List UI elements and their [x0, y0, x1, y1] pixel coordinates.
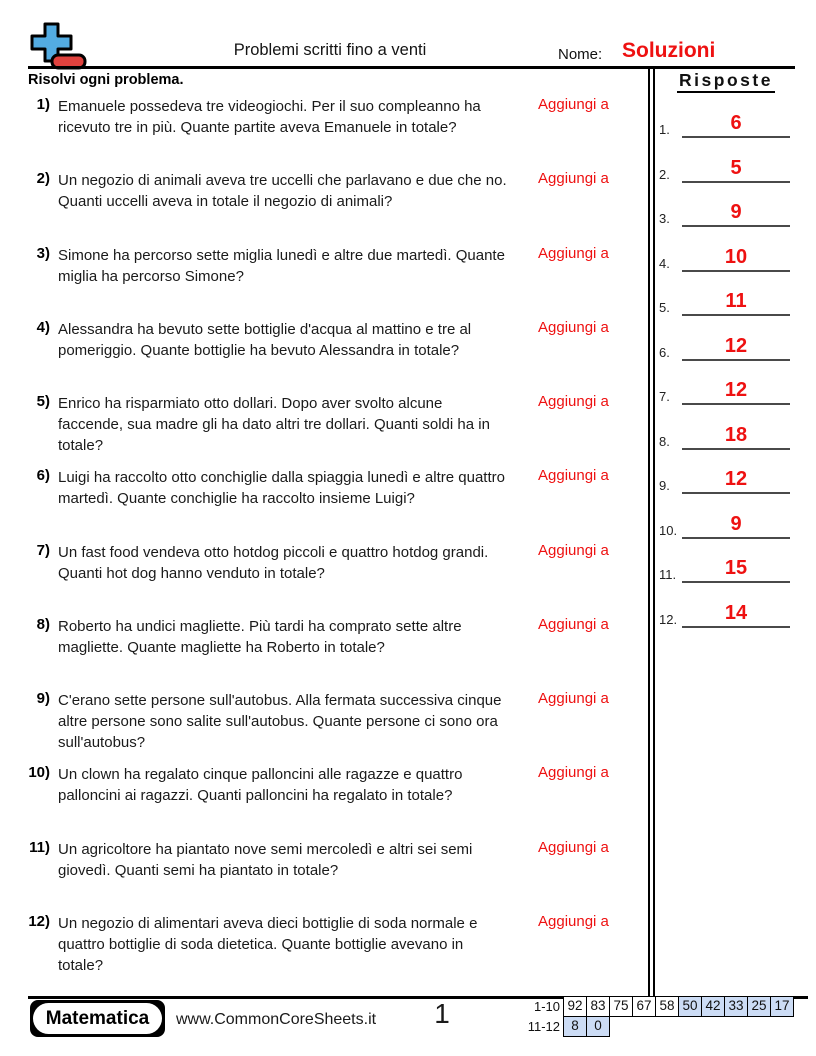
answer-value: 6 [730, 112, 742, 134]
problem-text: Un fast food vendeva otto hotdog piccoli e quattro hotdog grandi. Quanti hot dog hanno venduto in totale? [58, 544, 489, 582]
page-title: Problemi scritti fino a venti [233, 41, 427, 59]
name-value: Soluzioni [622, 39, 716, 62]
answer-blank [682, 596, 790, 628]
problem-hint: Aggiungi a [538, 393, 609, 410]
problem-text: Un negozio di animali aveva tre uccelli che parlavano e due che no. Quanti uccelli aveva in totale il negozio di animali? [58, 172, 507, 210]
answer-row [655, 151, 795, 183]
answer-row [655, 240, 795, 272]
answer-blank [682, 507, 790, 539]
answer-value: 5 [730, 157, 742, 179]
answer-number: 10. [659, 523, 678, 538]
answer-blank [682, 418, 790, 450]
problem-number: 2) [36, 170, 50, 187]
problem-text: Luigi ha raccolto otto conchiglie dalla spiaggia lunedì e altre quattro martedì. Quante conchiglie ha raccolto insieme Luigi? [58, 469, 505, 507]
problem-number: 3) [36, 245, 50, 262]
header-rule [28, 66, 795, 69]
answer-row [655, 507, 795, 539]
answer-number: 11. [659, 567, 677, 582]
answers-heading: Risposte [657, 70, 795, 91]
problem-text: Un clown ha regalato cinque palloncini alle ragazze e quattro palloncini ai ragazzi. Quanti palloncini ha regalato in totale? [58, 766, 463, 804]
problem-item [25, 913, 650, 976]
problem-number: 4) [36, 319, 50, 336]
answer-number: 12. [659, 612, 678, 627]
score-cell: 25 [747, 996, 771, 1017]
answer-row [655, 284, 795, 316]
score-row [518, 1016, 794, 1037]
problem-item [25, 170, 650, 212]
problem-text: Enrico ha risparmiato otto dollari. Dopo aver svolto alcune faccende, sua madre gli ha dato altri tre dollari. Quanti soldi ha in totale? [58, 395, 490, 454]
subject-badge [30, 1000, 165, 1037]
score-cell: 8 [563, 1016, 587, 1037]
problem-hint: Aggiungi a [538, 616, 609, 633]
answer-value: 15 [724, 557, 748, 579]
answer-blank [682, 106, 790, 138]
problem-hint: Aggiungi a [538, 913, 609, 930]
answer-number: 2. [659, 167, 670, 182]
problem-hint: Aggiungi a [538, 245, 609, 262]
problem-item [25, 96, 650, 138]
problem-number: 7) [36, 542, 50, 559]
answer-value: 10 [724, 246, 748, 268]
problem-number: 1) [36, 96, 50, 113]
subject-badge-label: Matematica [33, 1003, 162, 1034]
answer-row [655, 373, 795, 405]
problem-number: 12) [28, 913, 50, 930]
page-number: 1 [434, 998, 450, 1029]
problem-hint: Aggiungi a [538, 764, 609, 781]
answer-row [655, 462, 795, 494]
website-url: www.CommonCoreSheets.it [176, 1011, 377, 1028]
problem-item [25, 393, 650, 456]
problem-number: 5) [36, 393, 50, 410]
problem-number: 10) [28, 764, 50, 781]
answer-blank [682, 151, 790, 183]
answer-number: 8. [659, 434, 670, 449]
answer-row [655, 596, 795, 628]
answer-value: 14 [724, 602, 748, 624]
answer-number: 9. [659, 478, 670, 493]
problem-hint: Aggiungi a [538, 542, 609, 559]
answer-value: 12 [724, 468, 748, 490]
problem-text: Simone ha percorso sette miglia lunedì e altre due martedì. Quante miglia ha percorso Simone? [58, 247, 505, 285]
problem-number: 9) [36, 690, 50, 707]
problem-number: 8) [36, 616, 50, 633]
score-row-label: 1-10 [533, 999, 560, 1014]
problem-item [25, 616, 650, 658]
problem-item [25, 690, 650, 753]
score-cell: 92 [563, 996, 587, 1017]
score-cell: 33 [724, 996, 748, 1017]
plus-minus-logo-icon [28, 21, 88, 71]
answer-value: 9 [730, 201, 742, 223]
problem-text: C'erano sette persone sull'autobus. Alla fermata successiva cinque altre persone sono salite sull'autobus. Quante persone ci sono ora sull'autobus? [58, 692, 502, 751]
problem-hint: Aggiungi a [538, 839, 609, 856]
problem-item [25, 467, 650, 509]
problem-number: 6) [36, 467, 50, 484]
problem-text: Emanuele possedeva tre videogiochi. Per il suo compleanno ha ricevuto tre in più. Quante partite aveva Emanuele in totale? [58, 98, 481, 136]
problem-text: Roberto ha undici magliette. Più tardi ha comprato sette altre magliette. Quante magliette ha Roberto in totale? [58, 618, 462, 656]
score-cell: 83 [586, 996, 610, 1017]
problem-hint: Aggiungi a [538, 96, 609, 113]
answer-number: 5. [659, 300, 670, 315]
instruction-text: Risolvi ogni problema. [28, 72, 184, 88]
score-cell: 75 [609, 996, 633, 1017]
answer-row [655, 195, 795, 227]
problem-item [25, 764, 650, 806]
answer-blank [682, 551, 790, 583]
problem-hint: Aggiungi a [538, 319, 609, 336]
answer-value: 18 [724, 424, 748, 446]
answer-row [655, 551, 795, 583]
answer-row [655, 329, 795, 361]
score-cell: 17 [770, 996, 794, 1017]
answer-row [655, 106, 795, 138]
answer-number: 7. [659, 389, 670, 404]
score-row-label: 11-12 [527, 1018, 560, 1034]
answer-value: 9 [730, 513, 742, 535]
answer-blank [682, 373, 790, 405]
score-cell: 50 [678, 996, 702, 1017]
score-cell: 58 [655, 996, 679, 1017]
problem-hint: Aggiungi a [538, 467, 609, 484]
problem-text: Un agricoltore ha piantato nove semi mercoledì e altri sei semi giovedì. Quanti semi ha piantato in totale? [58, 841, 473, 879]
answer-value: 12 [724, 379, 748, 401]
answer-number: 4. [659, 256, 670, 271]
problem-text: Alessandra ha bevuto sette bottiglie d'acqua al mattino e tre al pomeriggio. Quante bottiglie ha bevuto Alessandra in totale? [58, 321, 472, 359]
problem-item [25, 319, 650, 361]
answer-number: 6. [659, 345, 670, 360]
answer-blank [682, 284, 790, 316]
problem-number: 11) [29, 839, 50, 856]
problem-item [25, 839, 650, 881]
problem-text: Un negozio di alimentari aveva dieci bottiglie di soda normale e quattro bottiglie di soda dietetica. Quante bottiglie avevano in totale? [58, 915, 478, 974]
answer-value: 11 [725, 290, 747, 312]
score-cell: 67 [632, 996, 656, 1017]
answer-blank [682, 240, 790, 272]
answer-number: 3. [659, 211, 670, 226]
score-cell: 42 [701, 996, 725, 1017]
score-table [518, 996, 794, 1037]
name-label: Nome: [558, 46, 603, 63]
score-cell: 0 [586, 1016, 610, 1037]
problem-item [25, 245, 650, 287]
answer-row [655, 418, 795, 450]
answer-blank [682, 329, 790, 361]
problem-hint: Aggiungi a [538, 170, 609, 187]
problem-hint: Aggiungi a [538, 690, 609, 707]
answer-number: 1. [659, 122, 670, 137]
score-row [518, 996, 794, 1017]
answer-value: 12 [724, 335, 748, 357]
answer-blank [682, 462, 790, 494]
answer-blank [682, 195, 790, 227]
problem-item [25, 542, 650, 584]
